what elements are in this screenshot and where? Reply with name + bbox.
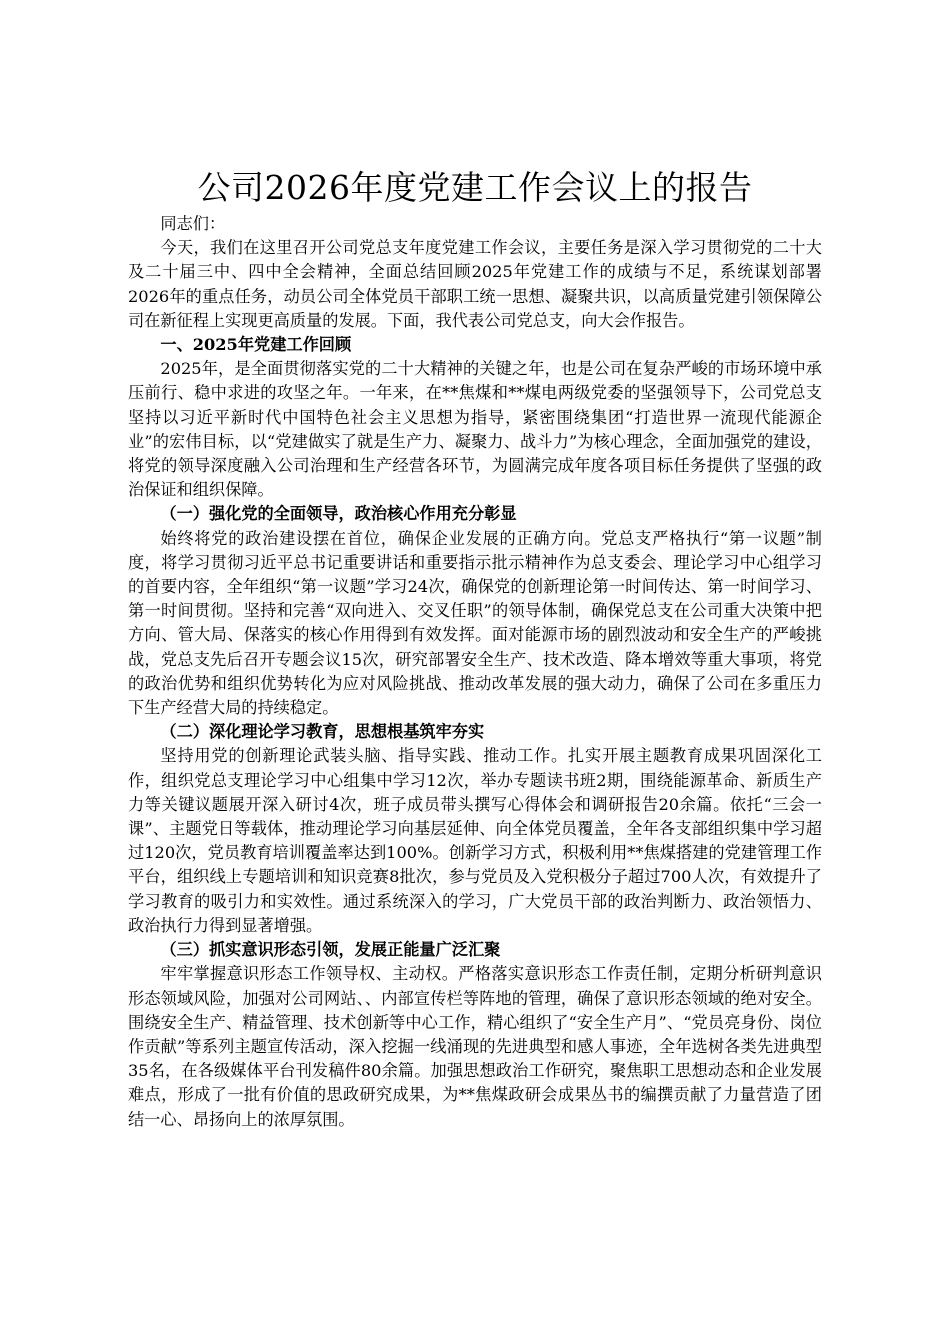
salutation: 同志们： xyxy=(160,214,226,233)
intro-paragraph: 今天，我们在这里召开公司党总支年度党建工作会议，主要任务是深入学习贯彻党的二十大及二十届三中、四中全会精神，全面总结回顾2025年党建工作的成绩与不足，系统谋划部署2026年的重点任务，动员公司全体党员干部职工统一思想、凝聚共识，以高质量党建引领保障公司在新征程上实现更高质量的发展。下面，我代表公司党总支，向大会作报告。 xyxy=(128,238,822,330)
subsection-ideology-paragraph: 牢牢掌握意识形态工作领导权、主动权。严格落实意识形态工作责任制，定期分析研判意识形态领域风险，加强对公司网站、、内部宣传栏等阵地的管理，确保了意识形态领域的绝对安全。围绕安全生产、精益管理、技术创新等中心工作，精心组织了“安全生产月”、“党员亮身份、岗位作贡献”等系列主题宣传活动，深入挖掘一线涌现的先进典型和感人事迹，全年选树各类先进典型35名，在各级媒体平台刊发稿件80余篇。加强思想政治工作研究，聚焦职工思想动态和企业发展难点，形成了一批有价值的思政研究成果，为**焦煤政研会成果丛书的编撰贡献了力量营造了团结一心、昂扬向上的浓厚氛围。 xyxy=(128,964,822,1129)
document-body xyxy=(128,212,822,1132)
section-heading-review: 一、2025年党建工作回顾 xyxy=(160,335,352,355)
subsection-theory-study-paragraph: 坚持用党的创新理论武装头脑、指导实践、推动工作。扎实开展主题教育成果巩固深化工作，组织党总支理论学习中心组集中学习12次，举办专题读书班2期，围绕能源革命、新质生产力等关键议题展开深入研讨4次，班子成员带头撰写心得体会和调研报告20余篇。依托“三会一课”、主题党日等载体，推动理论学习向基层延伸、向全体党员覆盖，全年各支部组织集中学习超过120次，党员教育培训覆盖率达到100%。创新学习方式，积极利用**焦煤搭建的党建管理工作平台，组织线上专题培训和知识竞赛8批次，参与党员及入党积极分子超过700人次，有效提升了学习教育的吸引力和实效性。通过系统深入的学习，广大党员干部的政治判断力、政治领悟力、政治执行力得到显著增强。 xyxy=(128,746,822,935)
subsection-heading-ideology: （三）抓实意识形态引领，发展正能量广泛汇聚 xyxy=(160,940,501,960)
section-review-paragraph: 2025年，是全面贯彻落实党的二十大精神的关键之年，也是公司在复杂严峻的市场环境中承压前行、稳中求进的攻坚之年。一年来，在**焦煤和**煤电两级党委的坚强领导下，公司党总支坚持以习近平新时代中国特色社会主义思想为指导，紧密围绕集团“打造世界一流现代能源企业”的宏伟目标，以“党建做实了就是生产力、凝聚力、战斗力”为核心理念，全面加强党的建设，将党的领导深度融入公司治理和生产经营各环节，为圆满完成年度各项目标任务提供了坚强的政治保证和组织保障。 xyxy=(128,359,822,500)
document-title: 公司2026年度党建工作会议上的报告 xyxy=(197,168,753,207)
subsection-heading-theory-study: （二）深化理论学习教育，思想根基筑牢夯实 xyxy=(160,722,485,742)
subsection-heading-leadership: （一）强化党的全面领导，政治核心作用充分彰显 xyxy=(160,504,517,524)
subsection-leadership-paragraph: 始终将党的政治建设摆在首位，确保企业发展的正确方向。党总支严格执行“第一议题”制度，将学习贯彻习近平总书记重要讲话和重要指示批示精神作为总支委会、理论学习中心组学习的首要内容，全年组织“第一议题”学习24次，确保党的创新理论第一时间传达、第一时间学习、第一时间贯彻。坚持和完善“双向进入、交叉任职”的领导体制，确保党总支在公司重大决策中把方向、管大局、保落实的核心作用得到有效发挥。面对能源市场的剧烈波动和安全生产的严峻挑战，党总支先后召开专题会议15次，研究部署安全生产、技术改造、降本增效等重大事项，将党的政治优势和组织优势转化为应对风险挑战、推动改革发展的强大动力，确保了公司在多重压力下生产经营大局的持续稳定。 xyxy=(128,528,822,718)
